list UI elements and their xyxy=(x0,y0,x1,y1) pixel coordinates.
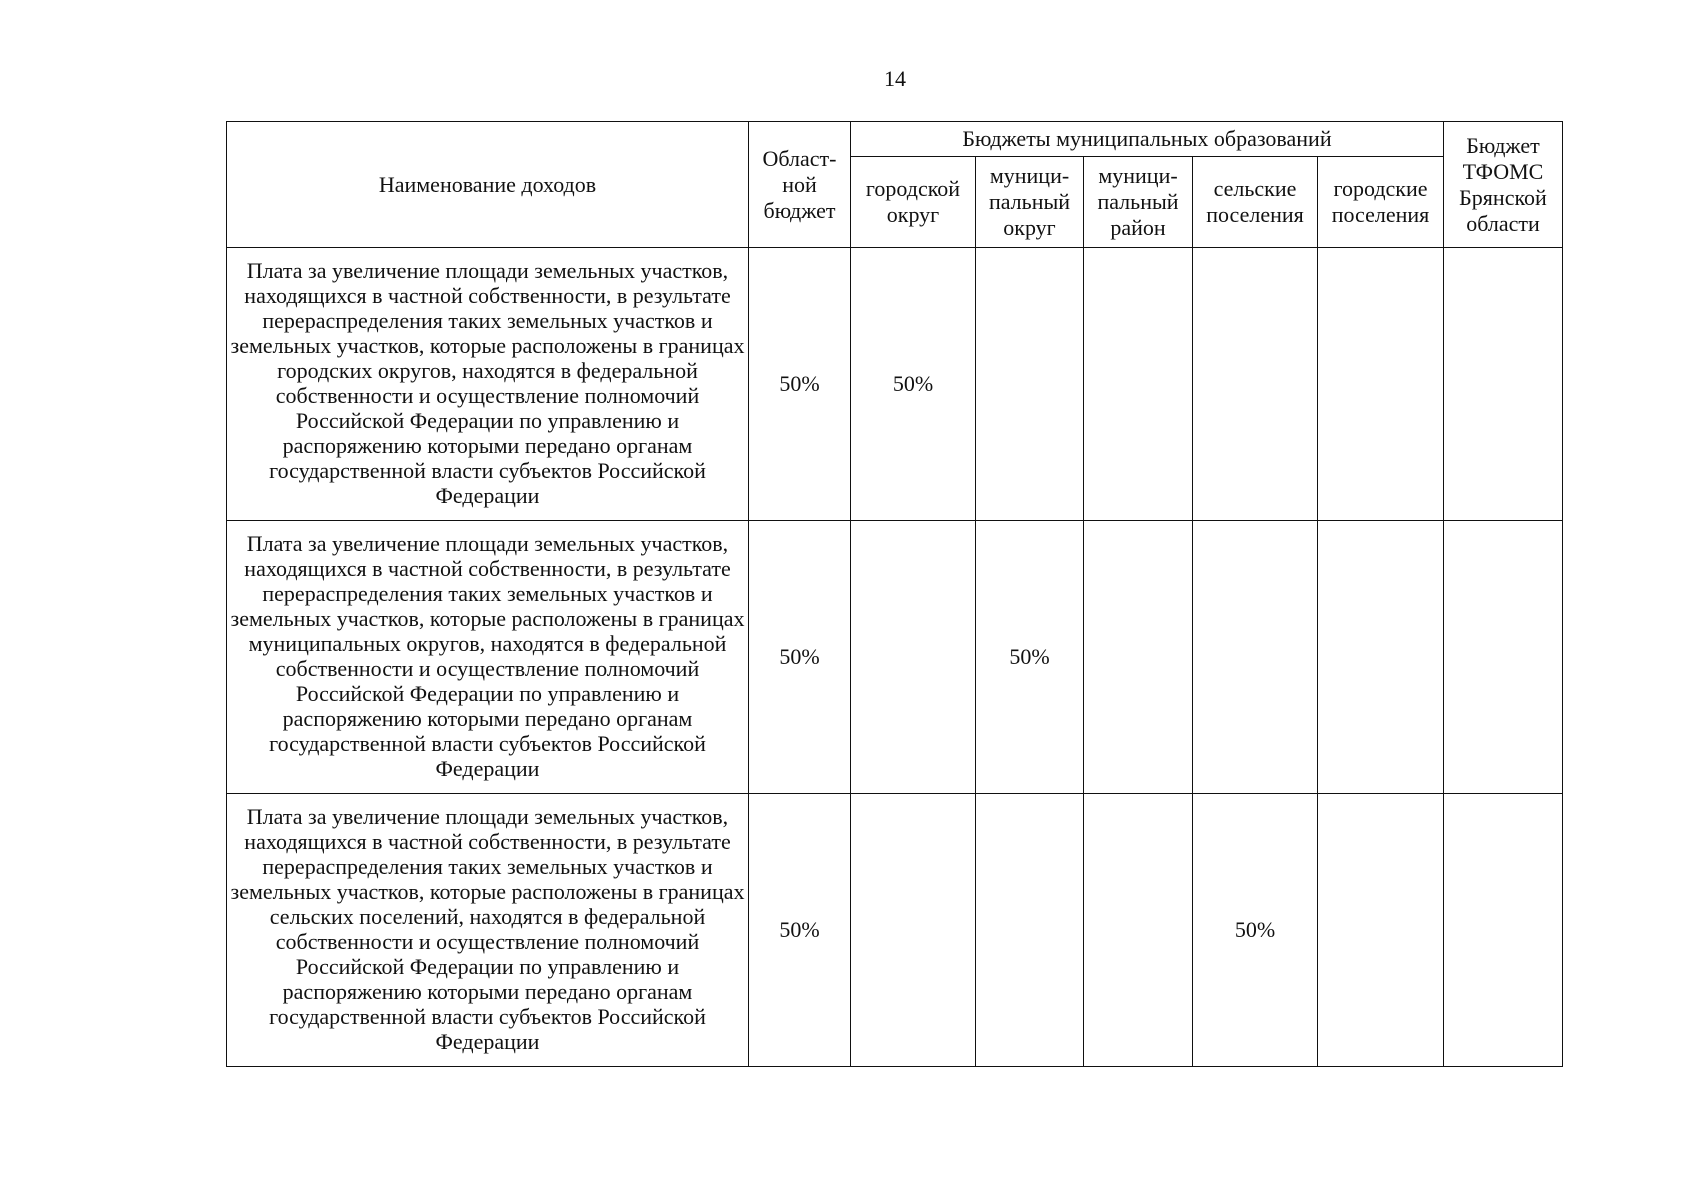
urban-settlements-cell xyxy=(1318,794,1444,1067)
income-name-cell: Плата за увеличение площади земельных участков, находящихся в частной собственности, в результате перераспределения таких земельных участков и земельных участков, которые расположены в границах городских округов, находятся в федеральной собственности и осуществление полномочий Российской Федерации по управлению и распоряжению которыми передано органам государственной власти субъектов Российской Федерации xyxy=(227,248,749,521)
regional-budget-cell: 50% xyxy=(749,521,851,794)
header-income-name: Наименование доходов xyxy=(227,122,749,248)
header-regional-budget: Област- ной бюджет xyxy=(749,122,851,248)
municipal-district-cell xyxy=(976,794,1084,1067)
tfoms-budget-cell xyxy=(1444,248,1563,521)
table-header xyxy=(227,122,1563,248)
rural-settlements-cell: 50% xyxy=(1193,794,1318,1067)
municipal-area-cell xyxy=(1084,794,1193,1067)
municipal-district-cell: 50% xyxy=(976,521,1084,794)
municipal-area-cell xyxy=(1084,521,1193,794)
regional-budget-cell: 50% xyxy=(749,248,851,521)
page-number: 14 xyxy=(884,66,906,91)
city-district-cell xyxy=(851,794,976,1067)
header-tfoms-budget: Бюджет ТФОМС Брянской области xyxy=(1444,122,1563,248)
table-row xyxy=(227,794,1563,1067)
table-body xyxy=(227,248,1563,1067)
municipal-district-cell xyxy=(976,248,1084,521)
tfoms-budget-cell xyxy=(1444,521,1563,794)
city-district-cell: 50% xyxy=(851,248,976,521)
rural-settlements-cell xyxy=(1193,521,1318,794)
income-name-cell: Плата за увеличение площади земельных участков, находящихся в частной собственности, в результате перераспределения таких земельных участков и земельных участков, которые расположены в границах сельских поселений, находятся в федеральной собственности и осуществление полномочий Российской Федерации по управлению и распоряжению которыми передано органам государственной власти субъектов Российской Федерации xyxy=(227,794,749,1067)
tfoms-budget-cell xyxy=(1444,794,1563,1067)
municipal-area-cell xyxy=(1084,248,1193,521)
table-row xyxy=(227,248,1563,521)
header-city-district: городской округ xyxy=(851,157,976,248)
regional-budget-cell: 50% xyxy=(749,794,851,1067)
header-municipal-district: муници- пальный округ xyxy=(976,157,1084,248)
urban-settlements-cell xyxy=(1318,248,1444,521)
rural-settlements-cell xyxy=(1193,248,1318,521)
city-district-cell xyxy=(851,521,976,794)
income-name-cell: Плата за увеличение площади земельных участков, находящихся в частной собственности, в результате перераспределения таких земельных участков и земельных участков, которые расположены в границах муниципальных округов, находятся в федеральной собственности и осуществление полномочий Российской Федерации по управлению и распоряжению которыми передано органам государственной власти субъектов Российской Федерации xyxy=(227,521,749,794)
header-rural-settlements: сельские поселения xyxy=(1193,157,1318,248)
table-row xyxy=(227,521,1563,794)
income-distribution-table xyxy=(226,121,1563,1067)
header-municipal-area: муници- пальный район xyxy=(1084,157,1193,248)
urban-settlements-cell xyxy=(1318,521,1444,794)
header-municipal-budgets: Бюджеты муниципальных образований xyxy=(851,122,1444,157)
header-urban-settlements: городские поселения xyxy=(1318,157,1444,248)
